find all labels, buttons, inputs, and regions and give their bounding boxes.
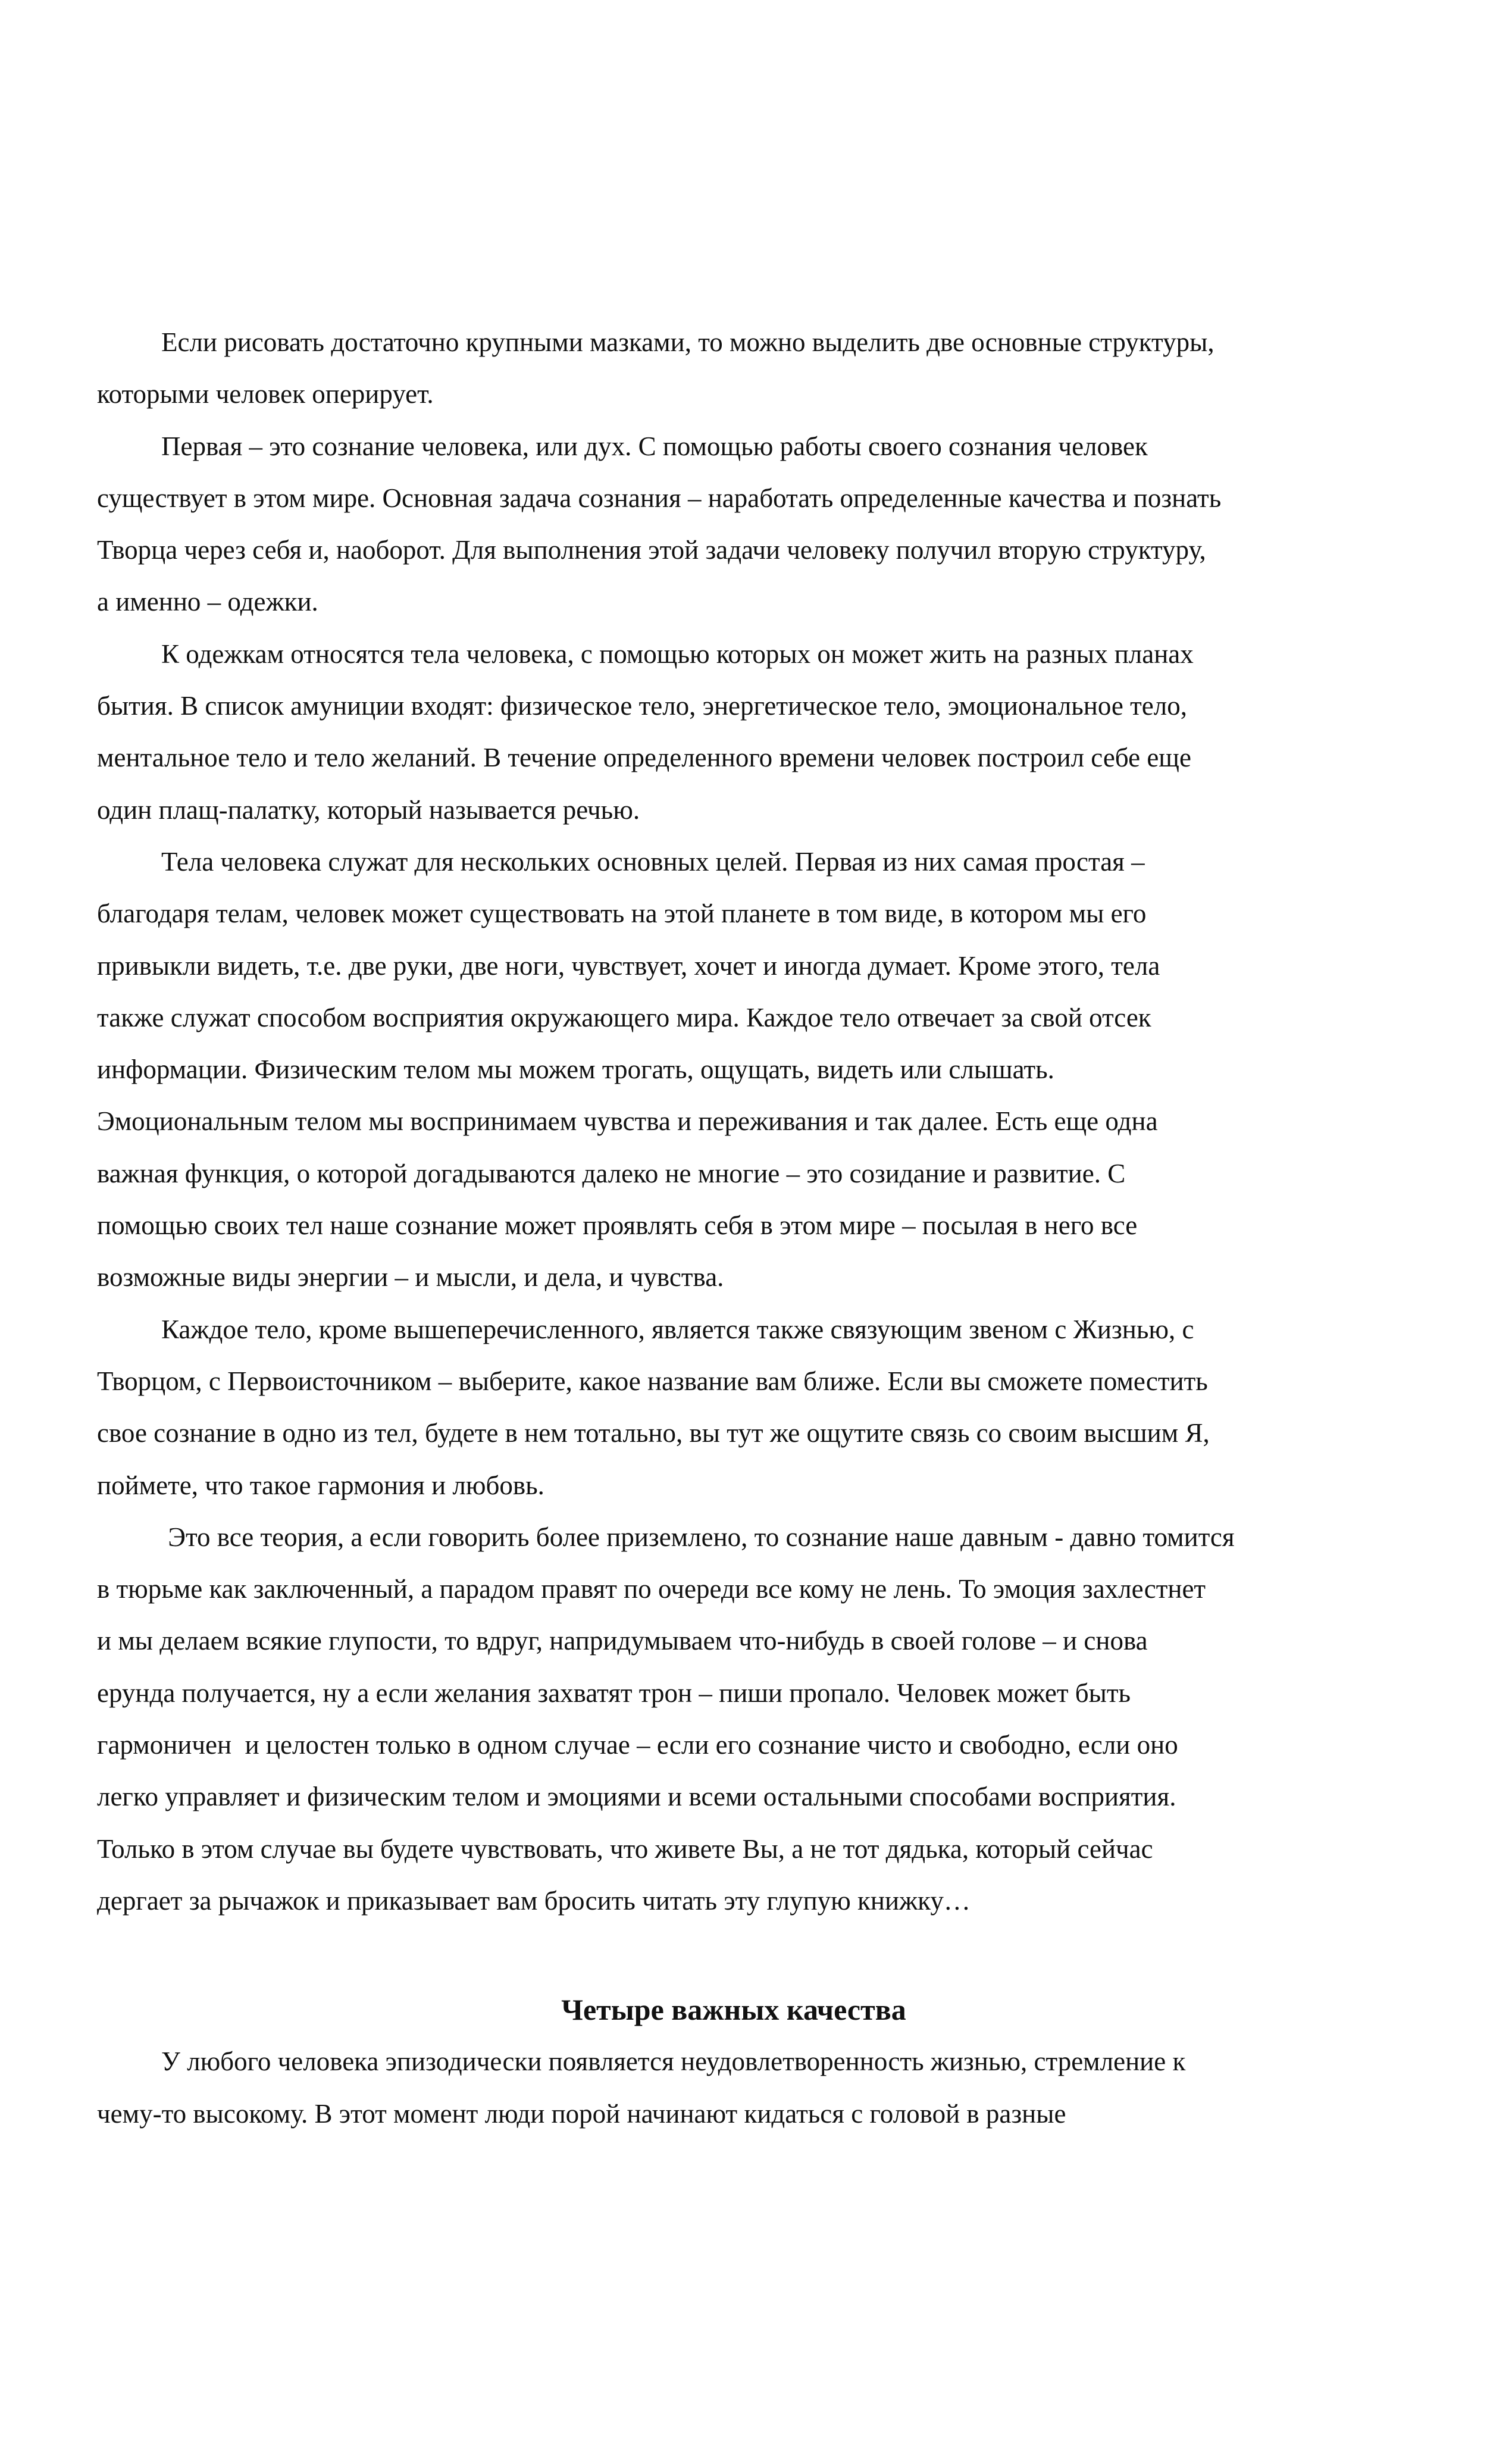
text-line: легко управляет и физическим телом и эмоциями и всеми остальными способами восприятия. bbox=[97, 1782, 1176, 1812]
text-line: благодаря телам, человек может существовать на этой планете в том виде, в котором мы его bbox=[97, 899, 1147, 929]
section-spacer bbox=[97, 1927, 1370, 1984]
text-line: помощью своих тел наше сознание может проявлять себя в этом мире – посылая в него все bbox=[97, 1210, 1138, 1241]
text-line: Первая – это сознание человека, или дух. С помощью работы своего сознания человек bbox=[161, 431, 1148, 461]
text-line: Только в этом случае вы будете чувствовать, что живете Вы, а не тот дядька, который сейчас bbox=[97, 1833, 1153, 1864]
text-line: один плащ-палатку, который называется речью. bbox=[97, 794, 640, 825]
text-line: К одежкам относятся тела человека, с помощью которых он может жить на разных планах bbox=[161, 639, 1194, 669]
text-line: информации. Физическим телом мы можем трогать, ощущать, видеть или слышать. bbox=[97, 1054, 1054, 1085]
text-line: Эмоциональным телом мы воспринимаем чувства и переживания и так далее. Есть еще одна bbox=[97, 1106, 1158, 1137]
text-line: ерунда получается, ну а если желания захватят трон – пиши пропало. Человек может быть bbox=[97, 1678, 1131, 1708]
paragraph-6 bbox=[97, 1512, 1370, 1927]
text-line: поймете, что такое гармония и любовь. bbox=[97, 1470, 544, 1500]
section-heading: Четыре важных качества bbox=[561, 1993, 906, 2027]
paragraph-1 bbox=[97, 317, 1370, 421]
text-line: привыкли видеть, т.е. две руки, две ноги, чувствует, хочет и иногда думает. Кроме этого, тела bbox=[97, 950, 1160, 981]
text-line: а именно – одежки. bbox=[97, 587, 318, 617]
paragraph-4 bbox=[97, 836, 1370, 1304]
text-line: важная функция, о которой догадываются далеко не многие – это созидание и развитие. С bbox=[97, 1158, 1126, 1188]
text-line: и мы делаем всякие глупости, то вдруг, напридумываем что-нибудь в своей голове – и снова bbox=[97, 1626, 1148, 1656]
text-line: свое сознание в одно из тел, будете в нем тотально, вы тут же ощутите связь со своим высшим Я, bbox=[97, 1418, 1210, 1448]
text-line: Творцом, с Первоисточником – выберите, какое название вам ближе. Если вы сможете поместить bbox=[97, 1366, 1208, 1396]
text-line: дергает за рычажок и приказывает вам бросить читать эту глупую книжку… bbox=[97, 1885, 971, 1916]
text-line: Это все теория, а если говорить более приземлено, то сознание наше давным - давно томится bbox=[161, 1522, 1235, 1552]
text-line: которыми человек оперирует. bbox=[97, 379, 434, 409]
paragraph-2 bbox=[97, 421, 1370, 628]
paragraph-3 bbox=[97, 628, 1370, 836]
text-line: Творца через себя и, наоборот. Для выполнения этой задачи человеку получил вторую структуру, bbox=[97, 535, 1206, 565]
text-line: Тела человека служат для нескольких основных целей. Первая из них самая простая – bbox=[161, 846, 1145, 877]
text-line: гармоничен и целостен только в одном случае – если его сознание чисто и свободно, если оно bbox=[97, 1730, 1178, 1760]
text-line: существует в этом мире. Основная задача сознания – наработать определенные качества и познать bbox=[97, 483, 1222, 513]
text-line: У любого человека эпизодически появляется неудовлетворенность жизнью, стремление к bbox=[161, 2046, 1186, 2077]
document-body bbox=[97, 317, 1370, 2140]
text-line: возможные виды энергии – и мысли, и дела, и чувства. bbox=[97, 1262, 724, 1293]
text-line: ментальное тело и тело желаний. В течение определенного времени человек построил себе еще bbox=[97, 743, 1191, 773]
paragraph-7 bbox=[97, 2036, 1370, 2140]
text-line: Если рисовать достаточно крупными мазками, то можно выделить две основные структуры, bbox=[161, 327, 1214, 357]
paragraph-5 bbox=[97, 1304, 1370, 1512]
text-line: Каждое тело, кроме вышеперечисленного, является также связующим звеном с Жизнью, с bbox=[161, 1314, 1194, 1344]
text-line: в тюрьме как заключенный, а парадом правят по очереди все кому не лень. То эмоция захлестнет bbox=[97, 1574, 1206, 1604]
text-line: чему-то высокому. В этот момент люди порой начинают кидаться с головой в разные bbox=[97, 2098, 1066, 2129]
text-line: бытия. В список амуниции входят: физическое тело, энергетическое тело, эмоциональное тело, bbox=[97, 691, 1187, 721]
text-line: также служат способом восприятия окружающего мира. Каждое тело отвечает за свой отсек bbox=[97, 1002, 1151, 1032]
